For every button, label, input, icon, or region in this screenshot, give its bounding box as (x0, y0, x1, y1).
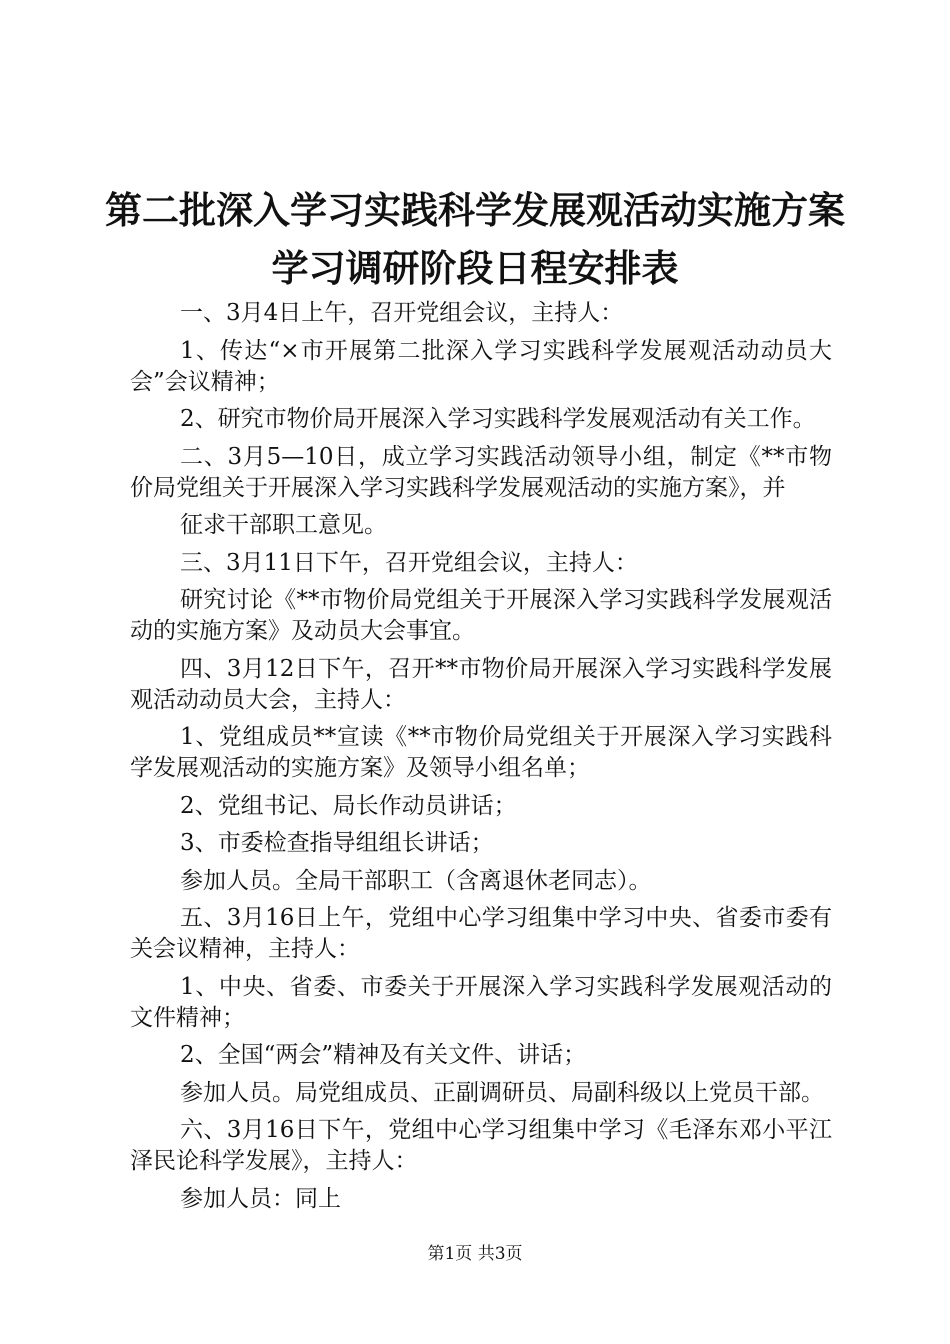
paragraph: 2、研究市物价局开展深入学习实践科学发展观活动有关工作。 (180, 406, 816, 432)
paragraph: 五、3月16日上午，党组中心学习组集中学习中央、省委市委有关会议精神，主持人： (130, 905, 832, 962)
page-footer: 第1页 共3页 (427, 1244, 523, 1264)
paragraph: 二、3月5—10日，成立学习实践活动领导小组，制定《**市物价局党组关于开展深入学习实践科学发展观活动的实施方案》，并 (130, 443, 832, 501)
paragraph: 征求干部职工意见。 (180, 512, 387, 538)
paragraph: 四、3月12日下午，召开**市物价局开展深入学习实践科学发展观活动动员大会，主持人： (130, 655, 832, 713)
paragraph: 3、市委检查指导组组长讲话； (180, 830, 494, 856)
document-body (130, 298, 832, 1221)
paragraph: 2、党组书记、局长作动员讲话； (180, 792, 517, 819)
paragraph: 参加人员：同上 (180, 1185, 341, 1212)
paragraph: 参加人员。局党组成员、正副调研员、局副科级以上党员干部。 (180, 1079, 824, 1106)
paragraph: 1、中央、省委、市委关于开展深入学习实践科学发展观活动的文件精神； (130, 973, 832, 1031)
paragraph: 1、党组成员**宣读《**市物价局党组关于开展深入学习实践科学发展观活动的实施方案》及领导小组名单； (130, 724, 832, 781)
paragraph: 1、传达“×市开展第二批深入学习实践科学发展观活动动员大会”会议精神； (130, 337, 832, 395)
paragraph: 一、3月4日上午，召开党组会议，主持人： (180, 300, 624, 326)
paragraph: 六、3月16日下午，党组中心学习组集中学习《毛泽东邓小平江泽民论科学发展》，主持人： (130, 1117, 832, 1174)
paragraph: 参加人员。全局干部职工（含离退休老同志）。 (180, 867, 652, 894)
paragraph: 研究讨论《**市物价局党组关于开展深入学习实践科学发展观活动的实施方案》及动员大会事宜。 (130, 587, 832, 644)
document-title-line-1: 第二批深入学习实践科学发展观活动实施方案 (105, 188, 845, 232)
paragraph: 三、3月11日下午，召开党组会议，主持人： (180, 549, 638, 576)
document-title-line-2: 学习调研阶段日程安排表 (271, 246, 679, 290)
paragraph: 2、全国“两会”精神及有关文件、讲话； (180, 1042, 587, 1068)
